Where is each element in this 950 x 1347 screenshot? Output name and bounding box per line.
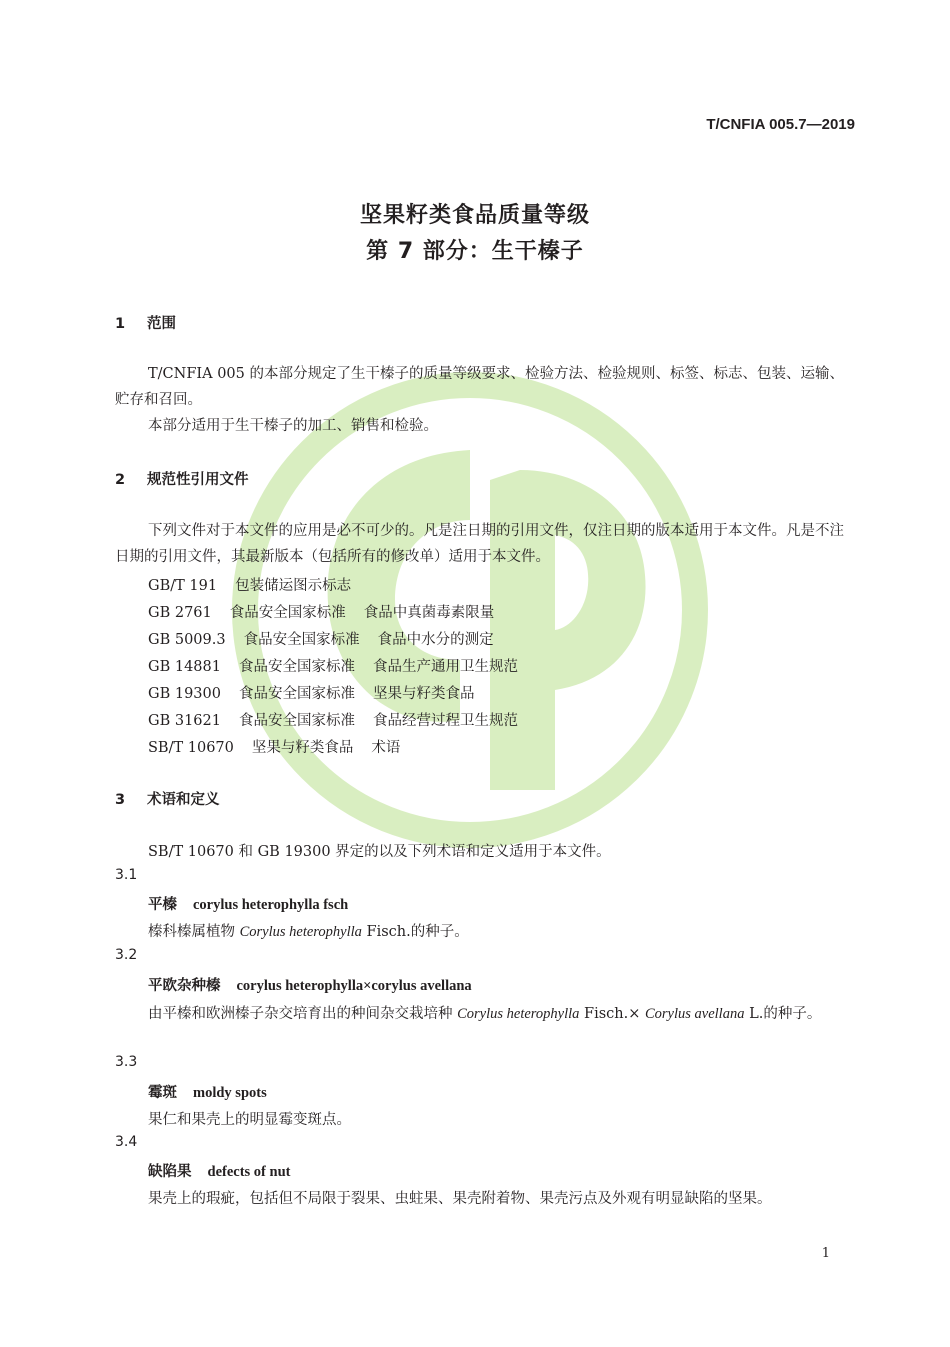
section-3-number: 3 — [115, 792, 126, 808]
term-zh: 平榛 — [148, 896, 177, 913]
section-2-number: 2 — [115, 472, 126, 488]
term-number: 3.4 — [115, 1134, 138, 1150]
term-zh: 缺陷果 — [148, 1163, 192, 1180]
reference-item — [148, 682, 474, 703]
term-en: corylus heterophylla fsch — [193, 897, 349, 913]
reference-item — [148, 628, 494, 649]
term-definition: 果仁和果壳上的明显霉变斑点。 — [148, 1112, 351, 1128]
reference-subtitle: 坚果与籽类食品 — [372, 686, 475, 702]
section-2-title: 规范性引用文件 — [147, 472, 249, 488]
reference-code: GB 19300 — [148, 686, 221, 702]
reference-title: 食品安全国家标准 — [238, 686, 355, 702]
section-1-paragraph-1: T/CNFIA 005 的本部分规定了生干榛子的质量等级要求、检验方法、检验规则、标签、标志、包装、运输、贮存和召回。 — [115, 366, 844, 408]
term-en: defects of nut — [207, 1164, 291, 1180]
term-heading — [148, 974, 472, 995]
reference-title: 坚果与籽类食品 — [251, 740, 354, 756]
reference-item — [148, 736, 400, 757]
section-1-paragraph-2: 本部分适用于生干榛子的加工、销售和检验。 — [148, 418, 438, 434]
title-line-2: 第 7 部分：生干榛子 — [366, 239, 584, 264]
reference-code: GB 31621 — [148, 713, 221, 729]
section-1-title: 范围 — [147, 316, 176, 332]
reference-code: GB/T 191 — [148, 578, 218, 594]
term-heading — [148, 1160, 290, 1181]
reference-title: 食品安全国家标准 — [238, 659, 355, 675]
reference-code: GB 2761 — [148, 605, 212, 621]
term-number: 3.2 — [115, 947, 138, 963]
term-zh: 平欧杂种榛 — [148, 977, 221, 994]
term-number: 3.1 — [115, 867, 138, 883]
term-number: 3.3 — [115, 1054, 138, 1070]
reference-code: GB 14881 — [148, 659, 221, 675]
section-3-paragraph-1: SB/T 10670 和 GB 19300 界定的以及下列术语和定义适用于本文件。 — [148, 844, 611, 860]
reference-title: 包装储运图示标志 — [235, 578, 352, 594]
term-definition: 果壳上的瑕疵，包括但不局限于裂果、虫蛀果、果壳附着物、果壳污点及外观有明显缺陷的坚果。 — [148, 1191, 772, 1207]
reference-subtitle: 食品中水分的测定 — [377, 632, 494, 648]
reference-subtitle: 术语 — [371, 740, 401, 756]
section-1-heading — [115, 312, 176, 333]
reference-item — [148, 601, 494, 622]
title-line-1: 坚果籽类食品质量等级 — [359, 203, 590, 228]
term-zh: 霉斑 — [148, 1084, 177, 1101]
term-heading — [148, 893, 348, 914]
section-3-heading — [115, 788, 220, 809]
reference-subtitle: 食品经营过程卫生规范 — [372, 713, 518, 729]
term-definition: 由平榛和欧洲榛子杂交培育出的种间杂交栽培种 Corylus heterophylla Fisch.× Corylus avellana L.的种子。 — [148, 1006, 822, 1022]
term-definition: 榛科榛属植物 Corylus heterophylla Fisch.的种子。 — [148, 924, 469, 940]
reference-title: 食品安全国家标准 — [238, 713, 355, 729]
reference-title: 食品安全国家标准 — [243, 632, 360, 648]
term-en: moldy spots — [193, 1085, 267, 1101]
reference-subtitle: 食品生产通用卫生规范 — [372, 659, 518, 675]
section-1-number: 1 — [115, 316, 126, 332]
reference-item — [148, 655, 518, 676]
section-2-paragraph-1: 下列文件对于本文件的应用是必不可少的。凡是注日期的引用文件，仅注日期的版本适用于本文件。凡是不注日期的引用文件，其最新版本（包括所有的修改单）适用于本文件。 — [115, 523, 844, 565]
reference-code: SB/T 10670 — [148, 740, 234, 756]
reference-code: GB 5009.3 — [148, 632, 226, 648]
page-number: 1 — [821, 1246, 830, 1261]
document-number: T/CNFIA 005.7—2019 — [706, 116, 855, 133]
reference-item — [148, 709, 518, 730]
reference-subtitle: 食品中真菌毒素限量 — [363, 605, 495, 621]
term-heading — [148, 1081, 267, 1102]
section-2-heading — [115, 468, 249, 489]
reference-item — [148, 574, 351, 595]
term-en: corylus heterophylla×corylus avellana — [236, 978, 472, 994]
reference-title: 食品安全国家标准 — [229, 605, 346, 621]
section-3-title: 术语和定义 — [147, 792, 220, 808]
